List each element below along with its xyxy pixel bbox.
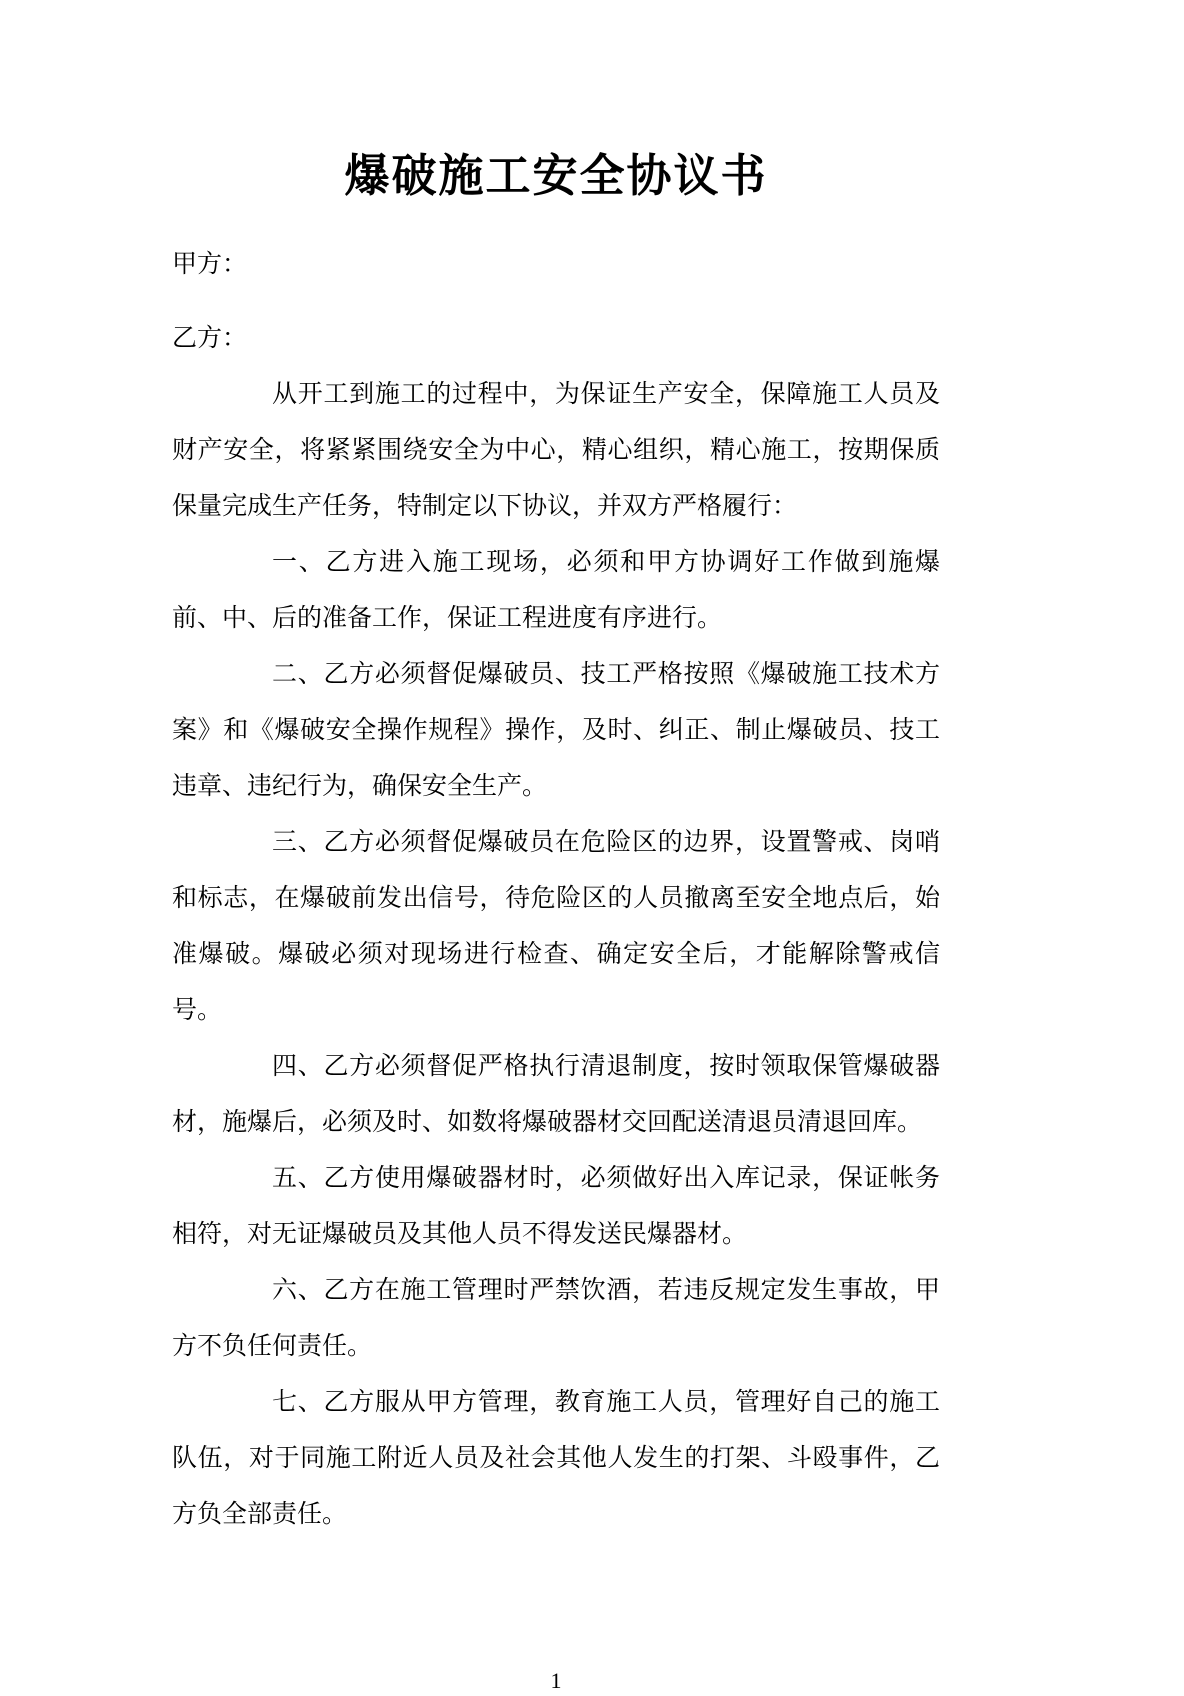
clause-paragraph-1: 一、乙方进入施工现场，必须和甲方协调好工作做到施爆前、中、后的准备工作，保证工程进度有序进行。 [172,549,940,632]
clause-paragraph-5: 五、乙方使用爆破器材时，必须做好出入库记录，保证帐务相符，对无证爆破员及其他人员不得发送民爆器材。 [172,1165,940,1248]
party-a-line: 甲方： [172,251,248,278]
document-title: 爆破施工安全协议书 [344,149,768,202]
intro-paragraph: 从开工到施工的过程中，为保证生产安全，保障施工人员及财产安全，将紧紧围绕安全为中心，精心组织，精心施工，按期保质保量完成生产任务，特制定以下协议，并双方严格履行： [172,381,940,520]
clause-paragraph-4: 四、乙方必须督促严格执行清退制度，按时领取保管爆破器材，施爆后，必须及时、如数将爆破器材交回配送清退员清退回库。 [172,1053,940,1136]
clause-paragraph-7: 七、乙方服从甲方管理，教育施工人员，管理好自己的施工队伍，对于同施工附近人员及社会其他人发生的打架、斗殴事件，乙方负全部责任。 [172,1389,940,1528]
clause-paragraph-6: 六、乙方在施工管理时严禁饮酒，若违反规定发生事故，甲方不负任何责任。 [172,1277,940,1360]
clause-paragraph-2: 二、乙方必须督促爆破员、技工严格按照《爆破施工技术方案》和《爆破安全操作规程》操作，及时、纠正、制止爆破员、技工违章、违纪行为，确保安全生产。 [172,661,940,800]
clause-paragraph-3: 三、乙方必须督促爆破员在危险区的边界，设置警戒、岗哨和标志，在爆破前发出信号，待危险区的人员撤离至安全地点后，始准爆破。爆破必须对现场进行检查、确定安全后，才能解除警戒信号。 [172,829,940,1024]
page-number: 1 [550,1668,562,1693]
party-b-line: 乙方： [172,325,248,352]
